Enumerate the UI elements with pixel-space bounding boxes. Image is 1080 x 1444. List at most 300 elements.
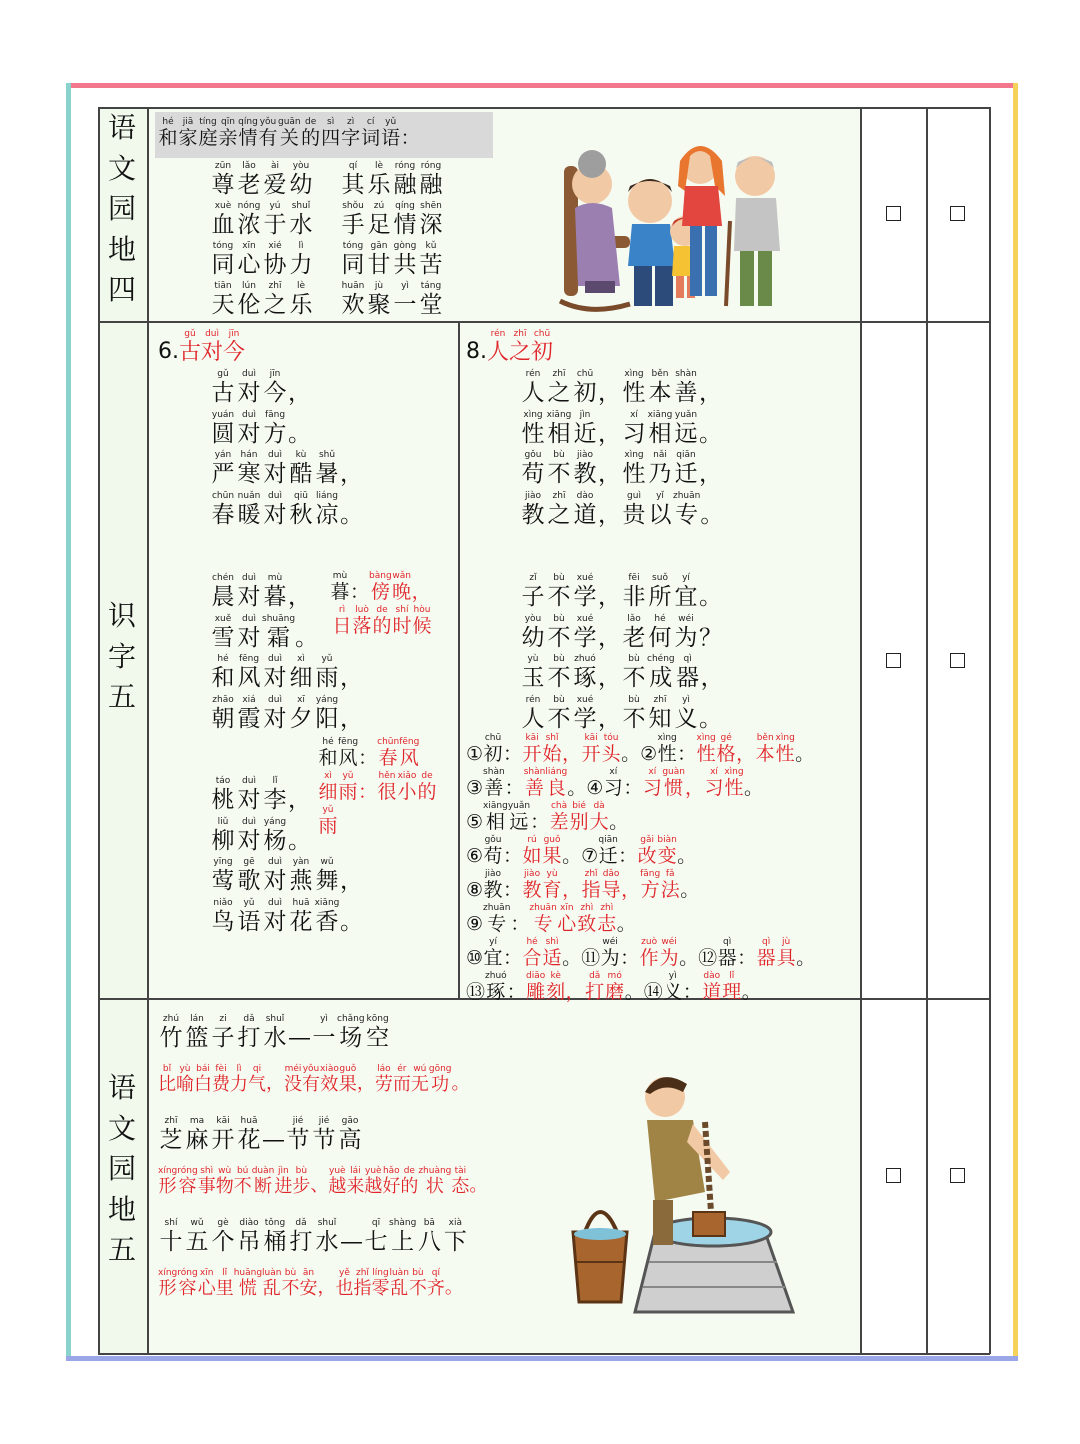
hanzi-with-pinyin: dǎ 打 bbox=[289, 1218, 313, 1255]
punctuation: 。 bbox=[699, 705, 722, 732]
hanzi-with-pinyin: shuǐ 水 bbox=[263, 1014, 287, 1051]
hanzi-with-pinyin: jiào 教 bbox=[522, 869, 542, 901]
hanzi-with-pinyin: tiān 天 bbox=[211, 281, 235, 318]
hanzi-with-pinyin: lái 来 bbox=[346, 1166, 365, 1197]
hanzi-with-pinyin: bù 不 bbox=[547, 654, 571, 691]
hanzi-with-pinyin: de 的 bbox=[400, 1166, 419, 1197]
punctuation: 。 bbox=[680, 879, 700, 901]
punctuation: ， bbox=[340, 461, 363, 487]
checkbox-row2-a[interactable] bbox=[886, 653, 901, 668]
hanzi-with-pinyin: zì 字 bbox=[341, 117, 361, 149]
hanzi-with-pinyin: xié 协 bbox=[263, 241, 287, 278]
hanzi-with-pinyin: bù 不 bbox=[547, 450, 571, 487]
hanzi-with-pinyin: wǔ 五 bbox=[185, 1218, 209, 1255]
hanzi-with-pinyin: zhuó 琢 bbox=[485, 971, 507, 1003]
hanzi-with-pinyin: bái 白 bbox=[194, 1064, 212, 1095]
hanzi-with-pinyin: hán 寒 bbox=[237, 450, 261, 487]
hanzi-with-pinyin: duì 对 bbox=[201, 329, 224, 365]
right-notes bbox=[466, 732, 815, 1004]
punctuation: ， bbox=[288, 787, 311, 813]
hanzi-with-pinyin: tóng 同 bbox=[341, 241, 365, 278]
note-xiyu-line2 bbox=[318, 804, 338, 837]
right-poem-part2 bbox=[520, 572, 724, 734]
hanzi-with-pinyin: duì 对 bbox=[263, 857, 287, 894]
hanzi-with-pinyin: jiā 家 bbox=[178, 117, 198, 149]
hanzi-with-pinyin: yù 喻 bbox=[176, 1064, 194, 1095]
hanzi-with-pinyin: bù 不 bbox=[622, 694, 646, 732]
circled-number: ⑤ bbox=[466, 811, 484, 833]
punctuation: ， bbox=[266, 1072, 284, 1094]
hanzi-with-pinyin: róng 容 bbox=[177, 1268, 198, 1299]
text-line bbox=[487, 328, 553, 364]
hanzi-with-pinyin: xiǎo 小 bbox=[397, 771, 417, 803]
text-line bbox=[210, 368, 363, 409]
circled-number: ⑦ bbox=[581, 845, 599, 867]
text-line bbox=[158, 1267, 487, 1319]
border-bottom bbox=[66, 1356, 1018, 1361]
definition-line bbox=[466, 970, 815, 1004]
hanzi-with-pinyin: dǎ 打 bbox=[585, 971, 605, 1003]
hanzi-with-pinyin: duì 对 bbox=[237, 613, 261, 651]
hanzi-with-pinyin: guàn 惯 bbox=[662, 767, 685, 799]
hanzi-with-pinyin: shí 十 bbox=[159, 1218, 183, 1255]
hanzi-with-pinyin: bù 不 bbox=[281, 1268, 300, 1299]
hanzi-with-pinyin: qíng 情 bbox=[393, 201, 417, 238]
hanzi-with-pinyin: kāi 开 bbox=[522, 733, 542, 765]
hanzi-with-pinyin: shí 时 bbox=[392, 605, 412, 637]
punctuation: ， bbox=[411, 581, 431, 603]
checkbox-row3-b[interactable] bbox=[950, 1168, 965, 1183]
hanzi-with-pinyin: nóng 浓 bbox=[237, 201, 261, 238]
text-line bbox=[210, 449, 363, 490]
hanzi-with-pinyin: lǎo 老 bbox=[622, 613, 646, 651]
hanzi-with-pinyin: duàn 断 bbox=[251, 1166, 275, 1197]
punctuation: ， bbox=[340, 665, 363, 691]
circled-number: ⑫ bbox=[698, 947, 718, 969]
hanzi-with-pinyin: bù 不 bbox=[547, 573, 571, 610]
hanzi-with-pinyin: shuǐ 水 bbox=[289, 201, 313, 238]
hanzi-with-pinyin: běn 本 bbox=[648, 369, 672, 406]
idiom-row bbox=[210, 160, 444, 200]
hanzi-with-pinyin: lǐ 理 bbox=[722, 971, 742, 1003]
note-line bbox=[318, 804, 338, 837]
side-char: 识 bbox=[107, 599, 136, 632]
side-char: 文 bbox=[107, 1111, 136, 1145]
punctuation: ： bbox=[358, 781, 378, 803]
definition-line bbox=[466, 936, 815, 970]
grid-line bbox=[860, 107, 862, 1354]
hanzi-with-pinyin: róng 融 bbox=[419, 161, 443, 198]
text-line bbox=[520, 653, 724, 694]
hanzi-with-pinyin: xué 学 bbox=[573, 613, 597, 651]
hanzi-with-pinyin: wǎn 晚 bbox=[392, 571, 412, 603]
hanzi-with-pinyin: duì 对 bbox=[263, 897, 287, 935]
text-line bbox=[340, 280, 444, 317]
text-line bbox=[158, 1115, 487, 1165]
hanzi-with-pinyin: sì 四 bbox=[321, 117, 341, 149]
hanzi-with-pinyin: nuǎn 暖 bbox=[237, 490, 261, 528]
hanzi-with-pinyin: zhī 之 bbox=[547, 369, 571, 406]
text-line bbox=[179, 328, 245, 364]
hanzi-with-pinyin: rén 人 bbox=[521, 694, 545, 732]
hanzi-with-pinyin: yǐ 以 bbox=[648, 490, 672, 528]
text-line bbox=[520, 409, 723, 450]
hanzi-with-pinyin: liǔ 柳 bbox=[211, 816, 235, 854]
hanzi-with-pinyin: mù 暮 bbox=[330, 571, 350, 603]
hanzi-with-pinyin: zhī 之 bbox=[263, 281, 287, 318]
grid-line bbox=[926, 107, 928, 1354]
punctuation: ， bbox=[562, 879, 582, 901]
hanzi-with-pinyin: yáng 杨 bbox=[263, 816, 287, 854]
punctuation: 。 bbox=[699, 584, 722, 610]
hanzi-with-pinyin: kōng 空 bbox=[366, 1014, 390, 1051]
checkbox-row2-b[interactable] bbox=[950, 653, 965, 668]
hanzi-with-pinyin: xiāng 相 bbox=[647, 409, 673, 447]
hanzi-with-pinyin: jìn 近 bbox=[573, 409, 597, 447]
hanzi-with-pinyin: huā 花 bbox=[289, 897, 313, 935]
right-title bbox=[466, 328, 553, 364]
hanzi-with-pinyin: hé 和 bbox=[318, 737, 338, 769]
hanzi-with-pinyin: tóu 头 bbox=[601, 733, 621, 765]
hanzi-with-pinyin: ài 爱 bbox=[263, 161, 287, 198]
hanzi-with-pinyin: wù 物 bbox=[215, 1166, 234, 1197]
idiom-row bbox=[210, 200, 444, 240]
hanzi-with-pinyin: rì 日 bbox=[332, 605, 352, 637]
hanzi-with-pinyin: niǎo 鸟 bbox=[211, 897, 235, 935]
hanzi-with-pinyin: rú 如 bbox=[522, 835, 542, 867]
hanzi-with-pinyin: xìng 性 bbox=[622, 450, 646, 487]
punctuation: ： bbox=[737, 947, 757, 969]
hanzi-with-pinyin: duì 对 bbox=[263, 490, 287, 528]
hanzi-with-pinyin: bù 不 bbox=[547, 694, 571, 732]
checkbox-row3-a[interactable] bbox=[886, 1168, 901, 1183]
hanzi-with-pinyin: bàng 傍 bbox=[369, 571, 392, 603]
punctuation: 。 bbox=[469, 1174, 488, 1196]
hanzi-with-pinyin: shēn 深 bbox=[419, 201, 443, 238]
text-line bbox=[210, 490, 363, 531]
hanzi-with-pinyin: zhuàng 状 bbox=[418, 1166, 452, 1197]
text-line bbox=[520, 613, 724, 654]
hanzi-with-pinyin: xí 习 bbox=[704, 767, 724, 799]
text-line bbox=[158, 116, 420, 149]
side-char: 五 bbox=[107, 680, 136, 714]
text-line bbox=[158, 1217, 487, 1267]
side-char: 地 bbox=[107, 232, 136, 266]
hanzi-with-pinyin: gòng 共 bbox=[393, 241, 417, 278]
hanzi-with-pinyin: wéi 为 bbox=[600, 937, 620, 969]
hanzi-with-pinyin: xiāng 相 bbox=[483, 801, 508, 833]
punctuation: ： bbox=[350, 581, 370, 603]
circled-number: ⑧ bbox=[466, 879, 484, 901]
punctuation: ， bbox=[288, 584, 311, 610]
hanzi-with-pinyin: yòu 幼 bbox=[289, 161, 313, 198]
hanzi-with-pinyin: biàn 变 bbox=[657, 835, 677, 867]
hanzi-with-pinyin: yì 一 bbox=[393, 281, 417, 318]
hanzi-with-pinyin: shì 适 bbox=[542, 937, 562, 969]
hanzi-with-pinyin: zūn 尊 bbox=[211, 161, 235, 198]
hanzi-with-pinyin: yuǎn 远 bbox=[507, 801, 531, 833]
border-left bbox=[66, 83, 71, 1361]
hanzi-with-pinyin: gè 个 bbox=[211, 1218, 235, 1255]
hanzi-with-pinyin: lì 力 bbox=[289, 241, 313, 278]
hanzi-with-pinyin: duì 对 bbox=[237, 409, 261, 447]
side-char: 园 bbox=[107, 1152, 136, 1186]
hanzi-with-pinyin: hòu 候 bbox=[412, 605, 432, 637]
hanzi-with-pinyin: qiān 迁 bbox=[674, 450, 698, 487]
punctuation: 。 bbox=[340, 908, 363, 935]
punctuation: 。 bbox=[562, 947, 582, 969]
hanzi-with-pinyin: yuǎn 远 bbox=[674, 409, 698, 447]
hanzi-with-pinyin: yǔ 语 bbox=[381, 117, 401, 149]
circled-number: ⑭ bbox=[643, 981, 663, 1003]
hanzi-with-pinyin: de 的 bbox=[372, 605, 392, 637]
hanzi-with-pinyin: fēi 非 bbox=[622, 573, 646, 610]
hanzi-with-pinyin: gān 甘 bbox=[367, 241, 391, 278]
hanzi-with-pinyin: fāng 方 bbox=[263, 409, 287, 447]
hanzi-with-pinyin: chū 初 bbox=[483, 733, 503, 765]
punctuation: ： bbox=[503, 845, 523, 867]
hanzi-with-pinyin: zhuān 专 bbox=[483, 903, 511, 935]
hanzi-with-pinyin: suǒ 所 bbox=[648, 573, 672, 610]
punctuation: 。 bbox=[451, 1072, 470, 1094]
hanzi-with-pinyin: gē 歌 bbox=[237, 857, 261, 894]
hanzi-with-pinyin: fēng 风 bbox=[399, 737, 420, 769]
hanzi-with-pinyin: xí 习 bbox=[642, 767, 662, 799]
hanzi-with-pinyin: lǐ 里 bbox=[215, 1268, 234, 1299]
hanzi-with-pinyin: luò 落 bbox=[352, 605, 372, 637]
punctuation: ， bbox=[317, 1276, 336, 1298]
hanzi-with-pinyin: dà 大 bbox=[589, 801, 609, 833]
hanzi-with-pinyin: rén 人 bbox=[487, 329, 510, 365]
punctuation: ： bbox=[530, 811, 550, 833]
hanzi-with-pinyin: xīn 心 bbox=[557, 903, 577, 935]
hanzi-with-pinyin: shuāng 霜 bbox=[262, 613, 296, 651]
border-top bbox=[66, 83, 1018, 88]
hanzi-with-pinyin: zhì 致 bbox=[577, 903, 597, 935]
hanzi-with-pinyin: shàn 善 bbox=[674, 369, 698, 406]
text-line bbox=[210, 240, 340, 277]
punctuation: ？ bbox=[699, 624, 722, 651]
punctuation: ： bbox=[620, 947, 640, 969]
hanzi-with-pinyin: fāng 方 bbox=[640, 869, 661, 901]
hanzi-with-pinyin: guǒ 果 bbox=[542, 835, 562, 867]
hanzi-with-pinyin: yáng 阳 bbox=[315, 694, 339, 732]
family-illustration bbox=[550, 126, 805, 316]
hanzi-with-pinyin: xíng 形 bbox=[158, 1166, 178, 1197]
hanzi-with-pinyin: luàn 乱 bbox=[389, 1268, 409, 1299]
hanzi-with-pinyin: zhāo 朝 bbox=[211, 694, 235, 732]
definition-line bbox=[466, 800, 815, 834]
hanzi-with-pinyin: yí 宜 bbox=[483, 937, 503, 969]
hanzi-with-pinyin: xué 学 bbox=[573, 573, 597, 610]
hanzi-with-pinyin: xiāng 香 bbox=[314, 897, 340, 935]
idiom-row bbox=[210, 280, 444, 320]
punctuation: ， bbox=[340, 868, 363, 894]
circled-number: ① bbox=[466, 743, 484, 765]
punctuation: ， bbox=[340, 705, 363, 732]
hanzi-with-pinyin: gǒu 苟 bbox=[483, 835, 503, 867]
hanzi-with-pinyin: tǒng 桶 bbox=[263, 1218, 287, 1255]
hanzi-with-pinyin: xìng 性 bbox=[724, 767, 744, 799]
punctuation: ： bbox=[358, 747, 378, 769]
hanzi-with-pinyin: ma 麻 bbox=[185, 1116, 209, 1153]
punctuation: 。 bbox=[288, 827, 311, 854]
hanzi-with-pinyin: jìn 进 bbox=[274, 1166, 293, 1197]
hanzi-with-pinyin: yǔ 雨 bbox=[315, 654, 339, 691]
circled-number: ⑪ bbox=[581, 947, 601, 969]
hanzi-with-pinyin: xué 学 bbox=[573, 694, 597, 732]
hanzi-with-pinyin: chéng 成 bbox=[647, 654, 675, 691]
hanzi-with-pinyin: diāo 雕 bbox=[526, 971, 546, 1003]
hanzi-with-pinyin: qī 七 bbox=[364, 1218, 388, 1255]
hanzi-with-pinyin: dǎo 导 bbox=[601, 869, 621, 901]
hanzi-with-pinyin: xīn 心 bbox=[237, 241, 261, 278]
hanzi-with-pinyin: qì 器 bbox=[676, 654, 700, 691]
hanzi-with-pinyin: lè 乐 bbox=[367, 161, 391, 198]
hanzi-with-pinyin: yě 也 bbox=[335, 1268, 354, 1299]
hanzi-with-pinyin: qīn 亲 bbox=[218, 117, 238, 149]
punctuation: 。 bbox=[621, 743, 641, 765]
hanzi-with-pinyin: láo 劳 bbox=[374, 1064, 393, 1095]
hanzi-with-pinyin: xíng 形 bbox=[158, 1268, 178, 1299]
punctuation: ： bbox=[503, 743, 523, 765]
hanzi-with-pinyin: huā 花 bbox=[237, 1116, 261, 1153]
hanzi-with-pinyin: xiào 效 bbox=[320, 1064, 339, 1095]
hanzi-with-pinyin: gǔ 古 bbox=[179, 329, 202, 365]
punctuation: ： bbox=[400, 127, 420, 149]
text-line bbox=[520, 449, 723, 490]
hanzi-with-pinyin: zhī 之 bbox=[509, 329, 532, 365]
hanzi-with-pinyin: bù 步 bbox=[292, 1166, 311, 1197]
hanzi-with-pinyin: yuán 圆 bbox=[211, 409, 235, 447]
hanzi-with-pinyin: chūn 春 bbox=[211, 490, 235, 528]
grid-line bbox=[989, 107, 991, 1354]
hanzi-with-pinyin: jié 节 bbox=[286, 1116, 310, 1153]
hanzi-with-pinyin: xìng 性 bbox=[521, 409, 545, 447]
left-title bbox=[158, 328, 245, 364]
hanzi-with-pinyin: kāi 开 bbox=[581, 733, 601, 765]
hanzi-with-pinyin: shàn 善 bbox=[523, 767, 546, 799]
hanzi-with-pinyin: táo 桃 bbox=[211, 776, 235, 813]
hanzi-with-pinyin: xuè 血 bbox=[211, 201, 235, 238]
hanzi-with-pinyin: yú 于 bbox=[263, 201, 287, 238]
side-char: 语 bbox=[107, 111, 136, 144]
hanzi-with-pinyin: xīn 心 bbox=[197, 1268, 216, 1299]
idiom-row bbox=[210, 240, 444, 280]
hanzi-with-pinyin: shàng 上 bbox=[389, 1218, 417, 1255]
hanzi-with-pinyin: wéi 为 bbox=[674, 613, 698, 651]
hanzi-with-pinyin: luàn 乱 bbox=[262, 1268, 282, 1299]
punctuation: ， bbox=[736, 743, 756, 765]
hanzi-with-pinyin: jīn 今 bbox=[263, 369, 287, 406]
hanzi-with-pinyin: wéi 为 bbox=[659, 937, 679, 969]
text-line bbox=[520, 694, 724, 735]
hanzi-with-pinyin: gǔ 古 bbox=[211, 369, 235, 406]
hanzi-with-pinyin: jié 节 bbox=[312, 1116, 336, 1153]
row3-items bbox=[158, 1013, 487, 1319]
text-line bbox=[210, 653, 363, 694]
lesson-number: 8. bbox=[466, 339, 487, 365]
hanzi-with-pinyin: liáng 凉 bbox=[315, 490, 339, 528]
hanzi-with-pinyin: gé 格 bbox=[716, 733, 736, 765]
punctuation: ， bbox=[356, 1072, 375, 1094]
checkbox-row1-a[interactable] bbox=[886, 206, 901, 221]
hanzi-with-pinyin: lán 篮 bbox=[185, 1014, 209, 1051]
side-char: 五 bbox=[107, 1233, 136, 1267]
hanzi-with-pinyin: kè 刻 bbox=[546, 971, 566, 1003]
hanzi-with-pinyin: qiū 秋 bbox=[289, 490, 313, 528]
hanzi-with-pinyin: yǔ 雨 bbox=[338, 771, 358, 803]
hanzi-with-pinyin: róng 容 bbox=[177, 1166, 198, 1197]
punctuation: ， bbox=[699, 380, 722, 406]
hanzi-with-pinyin: fēng 风 bbox=[237, 654, 261, 691]
hanzi-with-pinyin: gāo 高 bbox=[338, 1116, 362, 1153]
hanzi-with-pinyin: qiān 迁 bbox=[598, 835, 618, 867]
punctuation: 。 bbox=[796, 947, 816, 969]
punctuation: ， bbox=[288, 380, 311, 406]
hanzi-with-pinyin: yuè 越 bbox=[328, 1166, 347, 1197]
hanzi-with-pinyin: zhī 知 bbox=[648, 694, 672, 732]
hanzi-with-pinyin: rén 人 bbox=[521, 369, 545, 406]
text-line bbox=[210, 280, 340, 317]
hanzi-with-pinyin: xuě 雪 bbox=[211, 613, 235, 651]
hanzi-with-pinyin: ān 安 bbox=[299, 1268, 318, 1299]
hanzi-with-pinyin: zhuān 专 bbox=[529, 903, 557, 935]
grid-line bbox=[147, 107, 149, 1354]
hanzi-with-pinyin: xìng 性 bbox=[775, 733, 795, 765]
hanzi-with-pinyin: cí 词 bbox=[361, 117, 381, 149]
text-line bbox=[520, 490, 723, 531]
hanzi-with-pinyin: bù 不 bbox=[622, 654, 646, 691]
punctuation: ， bbox=[699, 461, 722, 487]
hanzi-with-pinyin: duì 对 bbox=[263, 450, 287, 487]
text-line bbox=[520, 572, 724, 613]
checkbox-row1-b[interactable] bbox=[950, 206, 965, 221]
punctuation: 。 bbox=[562, 845, 582, 867]
punctuation: 。 bbox=[616, 913, 636, 935]
hanzi-with-pinyin: kāi 开 bbox=[211, 1116, 235, 1153]
hanzi-with-pinyin: jīn 今 bbox=[223, 329, 246, 365]
hanzi-with-pinyin: hěn 很 bbox=[377, 771, 397, 803]
hanzi-with-pinyin: duì 对 bbox=[237, 776, 261, 813]
hanzi-with-pinyin: xí 习 bbox=[622, 409, 646, 447]
hanzi-with-pinyin: chén 晨 bbox=[211, 573, 235, 610]
circled-number: ② bbox=[640, 743, 658, 765]
hanzi-with-pinyin: qì 器 bbox=[717, 937, 737, 969]
border-right bbox=[1013, 83, 1018, 1361]
text-line bbox=[210, 816, 363, 857]
hanzi-with-pinyin: huāng 慌 bbox=[233, 1268, 263, 1299]
side-char: 字 bbox=[107, 639, 136, 673]
punctuation: ， bbox=[700, 665, 724, 691]
punctuation: ： bbox=[503, 879, 523, 901]
punctuation: ， bbox=[598, 705, 621, 732]
hanzi-with-pinyin: chà 差 bbox=[549, 801, 569, 833]
punctuation: — bbox=[262, 1127, 285, 1153]
hanzi-with-pinyin: shì 事 bbox=[197, 1166, 216, 1197]
well-illustration bbox=[565, 1062, 805, 1324]
hanzi-with-pinyin: zuò 作 bbox=[639, 937, 659, 969]
punctuation: 。 bbox=[609, 811, 629, 833]
hanzi-with-pinyin: jiào 教 bbox=[573, 450, 597, 487]
punctuation: ， bbox=[598, 461, 621, 487]
hanzi-with-pinyin: yì 义 bbox=[674, 694, 698, 732]
hanzi-with-pinyin: bǐ 比 bbox=[158, 1064, 176, 1095]
text-line bbox=[210, 694, 363, 735]
hanzi-with-pinyin: ér 而 bbox=[392, 1064, 411, 1095]
hanzi-with-pinyin: zhì 志 bbox=[597, 903, 617, 935]
hanzi-with-pinyin: yù 玉 bbox=[521, 654, 545, 691]
